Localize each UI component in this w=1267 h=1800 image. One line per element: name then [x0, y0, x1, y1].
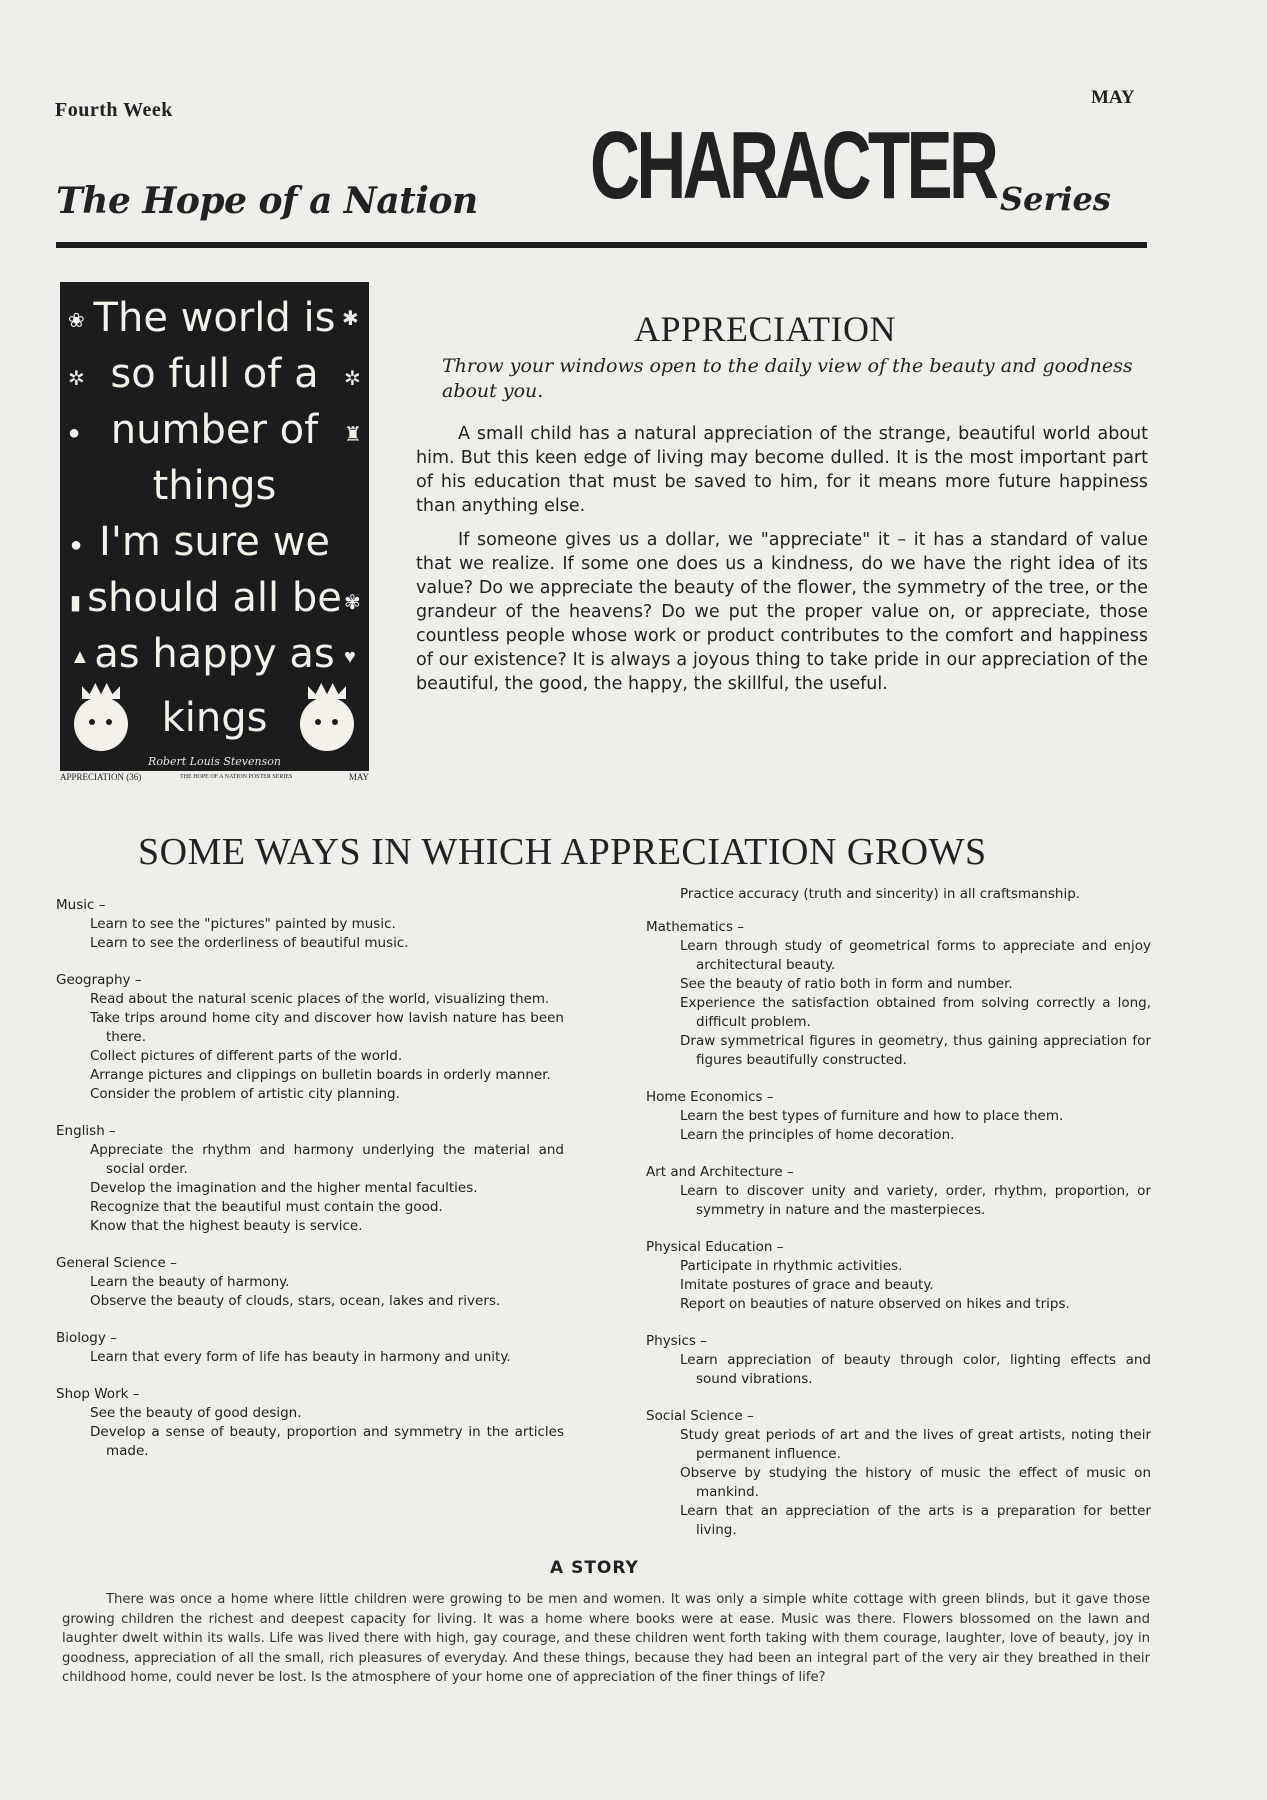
- flower-icon: ✾: [344, 592, 361, 614]
- series-title-left: The Hope of a Nation: [56, 180, 478, 222]
- subject-section: [56, 896, 564, 953]
- heart-icon: ♥: [344, 646, 356, 668]
- list-item: Report on beauties of nature observed on hikes and trips.: [680, 1296, 1070, 1312]
- star-icon: ✲: [68, 368, 85, 390]
- poster-footer-left: APPRECIATION (36): [60, 772, 142, 782]
- list-item: Arrange pictures and clippings on bulletin boards in orderly manner.: [90, 1067, 551, 1083]
- list-item: Draw symmetrical figures in geometry, thus gaining appreciation for figures beautifully constructed.: [680, 1033, 1151, 1068]
- figure-icon: ♜: [344, 424, 362, 446]
- series-title-right: Series: [1000, 180, 1111, 218]
- king-face-right-icon: [300, 697, 354, 751]
- poster-line: number of: [110, 407, 319, 453]
- ways-right-column: [646, 885, 1151, 1558]
- poster-line: so full of a: [110, 351, 319, 397]
- series-title-main: CHARACTER: [590, 112, 996, 219]
- list-item: Study great periods of art and the lives of great artists, noting their permanent influence.: [680, 1427, 1151, 1462]
- subject-heading: Art and Architecture –: [646, 1164, 794, 1180]
- list-item: Learn the beauty of harmony.: [90, 1274, 290, 1290]
- list-item: Collect pictures of different parts of the world.: [90, 1048, 403, 1064]
- list-item: Experience the satisfaction obtained from solving correctly a long, difficult problem.: [680, 995, 1151, 1030]
- list-item: Develop a sense of beauty, proportion and symmetry in the articles made.: [90, 1424, 564, 1459]
- list-item: Take trips around home city and discover how lavish nature has been there.: [90, 1010, 564, 1045]
- king-face-left-icon: [74, 697, 128, 751]
- poster-line: as happy as: [94, 631, 335, 677]
- subject-heading: Biology –: [56, 1330, 117, 1346]
- subject-section: [646, 1332, 1151, 1389]
- subject-section: [56, 1329, 564, 1367]
- poster-line: things: [152, 463, 277, 509]
- subject-section: [56, 971, 564, 1104]
- carryover-item: Practice accuracy (truth and sincerity) in all craftsmanship.: [680, 886, 1081, 902]
- ball-icon: ●: [70, 534, 83, 556]
- subject-section: [646, 918, 1151, 1070]
- poster-line: kings: [161, 695, 268, 741]
- subject-section: [646, 1163, 1151, 1220]
- list-item: Participate in rhythmic activities.: [680, 1258, 903, 1274]
- poster-credit: Robert Louis Stevenson: [148, 755, 281, 768]
- list-item: Observe the beauty of clouds, stars, ocean, lakes and rivers.: [90, 1293, 501, 1309]
- list-item: Appreciate the rhythm and harmony underlying the material and social order.: [90, 1142, 564, 1177]
- subject-section: [56, 1385, 564, 1461]
- ways-heading: SOME WAYS IN WHICH APPRECIATION GROWS: [138, 831, 987, 873]
- grapes-icon: ❀: [68, 310, 85, 332]
- paragraph-text: If someone gives us a dollar, we "appreciate" it – it has a standard of value that we realize. If some one does us a kindness, do we have the right idea of its value? Do we appreciate the beauty of the flower, the symmetry of the tree, or the grandeur of the heavens? Do we put the proper value on, or appreciate, those countless people whose work or product contributes to the comfort and happiness of our existence? It is always a joyous thing to take pride in our appreciation of the beautiful, the good, the happy, the skillful, the useful.: [416, 530, 1148, 694]
- figure-icon: ▲: [70, 646, 90, 668]
- week-label: Fourth Week: [55, 99, 173, 121]
- subject-heading: Mathematics –: [646, 919, 745, 935]
- subject-section: [646, 1088, 1151, 1145]
- intro-paragraph: [416, 422, 1148, 518]
- bottle-icon: ▮: [70, 592, 82, 614]
- list-item: Learn to see the orderliness of beautiful music.: [90, 935, 409, 951]
- cat-icon: ●: [68, 422, 81, 444]
- article-motto: Throw your windows open to the daily view of the beauty and goodness about you.: [442, 355, 1133, 402]
- subject-heading: Music –: [56, 897, 106, 913]
- subject-heading: Social Science –: [646, 1408, 754, 1424]
- list-item: Learn the best types of furniture and how to place them.: [680, 1108, 1064, 1124]
- ways-left-column: [56, 896, 564, 1479]
- list-item: Learn the principles of home decoration.: [680, 1127, 955, 1143]
- list-item: Consider the problem of artistic city planning.: [90, 1086, 400, 1102]
- subject-section: [646, 1407, 1151, 1540]
- list-item: See the beauty of good design.: [90, 1405, 302, 1421]
- list-item: Learn appreciation of beauty through color, lighting effects and sound vibrations.: [680, 1352, 1151, 1387]
- poster-line: should all be: [87, 575, 342, 621]
- subject-heading: Physical Education –: [646, 1239, 784, 1255]
- list-item: Recognize that the beautiful must contain the good.: [90, 1199, 443, 1215]
- poster-image: [60, 282, 369, 783]
- subject-section: [56, 1122, 564, 1236]
- palm-icon: ✱: [342, 308, 359, 330]
- story-text: There was once a home where little children were growing to be men and women. It was only a simple white cottage with green blinds, but it gave those growing children the richest and deepest capacity for living. It was a home where books were at ease. Music was there. Flowers blossomed on the lawn and laughter dwelt within its walls. Life was lived there with high, gay courage, and these children went forth taking with them courage, laughter, love of beauty, joy in goodness, appreciation of all the small, rich pleasures of everyday. And these things, because they had been an integral part of the very air they breathed in their childhood home, could never be lost. Is the atmosphere of your home one of appreciation of the finer things of life?: [62, 1592, 1150, 1685]
- list-item: Learn through study of geometrical forms to appreciate and enjoy architectural beauty.: [680, 938, 1151, 973]
- month-label: MAY: [1091, 87, 1135, 108]
- poster-line: I'm sure we: [99, 519, 330, 565]
- list-item: Observe by studying the history of music the effect of music on mankind.: [680, 1465, 1151, 1500]
- article-title: APPRECIATION: [634, 309, 897, 349]
- list-item: Develop the imagination and the higher mental faculties.: [90, 1180, 478, 1196]
- paragraph-text: A small child has a natural appreciation of the strange, beautiful world about him. But this keen edge of living may become dulled. It is the most important part of his education that must be saved to him, for it means more future happiness than anything else.: [416, 424, 1148, 516]
- header-rule: [56, 242, 1147, 248]
- list-item: Learn that an appreciation of the arts is a preparation for better living.: [680, 1503, 1151, 1538]
- list-item: Know that the highest beauty is service.: [90, 1218, 363, 1234]
- subject-heading: Shop Work –: [56, 1386, 140, 1402]
- list-item: Learn that every form of life has beauty in harmony and unity.: [90, 1349, 511, 1365]
- poster-footer: [60, 771, 369, 785]
- subject-heading: Home Economics –: [646, 1089, 774, 1105]
- subject-section: [646, 1238, 1151, 1314]
- poster-footer-middle: THE HOPE OF A NATION POSTER SERIES: [180, 774, 293, 780]
- intro-paragraph: [416, 528, 1148, 696]
- subject-heading: Geography –: [56, 972, 142, 988]
- list-item: Learn to discover unity and variety, order, rhythm, proportion, or symmetry in nature and the masterpieces.: [680, 1183, 1151, 1218]
- subject-section: [56, 1254, 564, 1311]
- poster-line: The world is: [93, 295, 336, 341]
- star-icon: ✲: [344, 368, 361, 390]
- poster-footer-right: MAY: [348, 772, 369, 782]
- list-item: Learn to see the "pictures" painted by music.: [90, 916, 396, 932]
- list-item: Imitate postures of grace and beauty.: [680, 1277, 934, 1293]
- subject-heading: General Science –: [56, 1255, 177, 1271]
- subject-heading: English –: [56, 1123, 116, 1139]
- list-item: See the beauty of ratio both in form and number.: [680, 976, 1013, 992]
- list-item: Read about the natural scenic places of the world, visualizing them.: [90, 991, 550, 1007]
- story-heading: A STORY: [550, 1558, 639, 1578]
- subject-heading: Physics –: [646, 1333, 707, 1349]
